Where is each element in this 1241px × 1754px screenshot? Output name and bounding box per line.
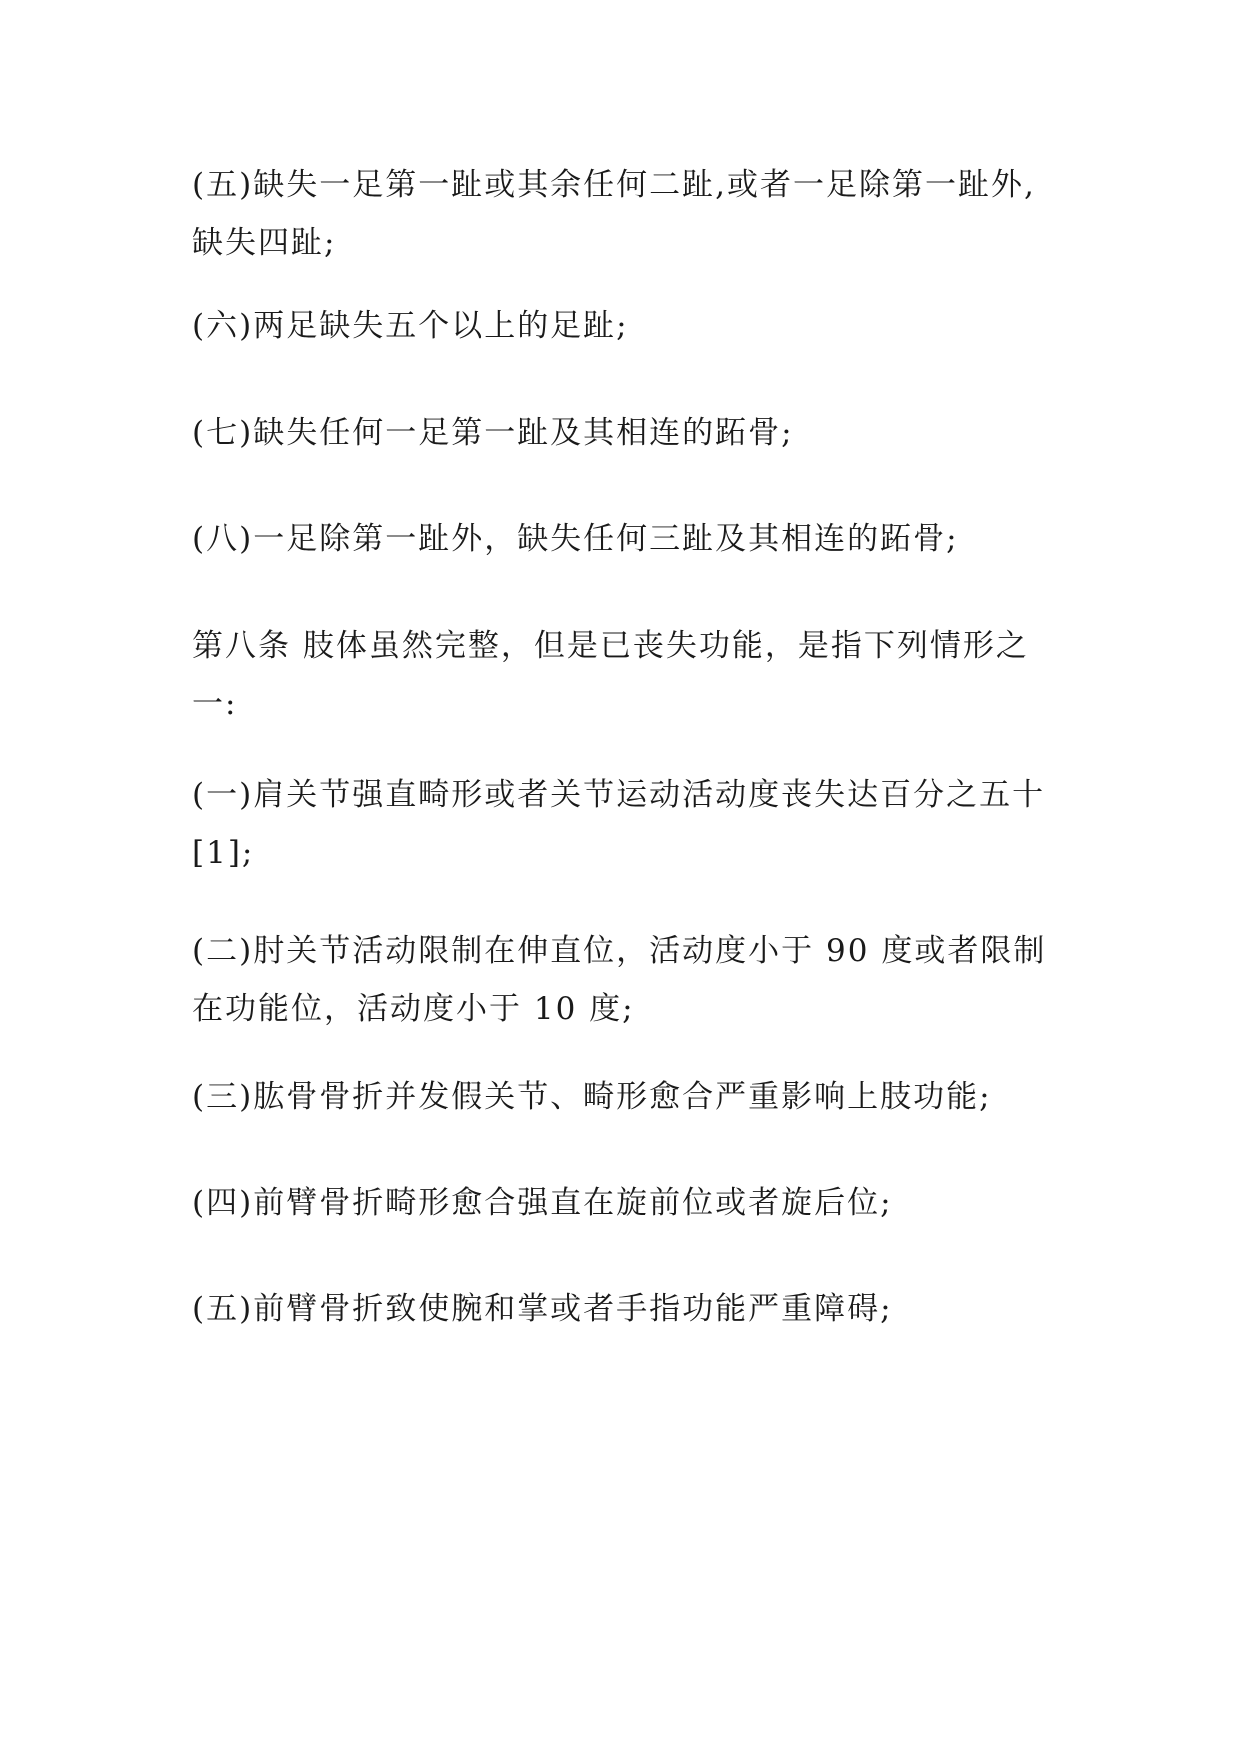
- text-line: (五)缺失一足第一趾或其余任何二趾,或者一足除第一趾外,: [192, 167, 1036, 203]
- text-line: 在功能位，活动度小于 10 度;: [192, 991, 635, 1027]
- text-line: (六)两足缺失五个以上的足趾;: [192, 308, 629, 344]
- paragraph-function-loss-4: [192, 1174, 1062, 1232]
- text-line: (四)前臂骨折畸形愈合强直在旋前位或者旋后位;: [192, 1185, 893, 1221]
- paragraph-toe-loss-8: [192, 510, 1062, 568]
- text-line: (三)肱骨骨折并发假关节、畸形愈合严重影响上肢功能;: [192, 1079, 992, 1115]
- paragraph-function-loss-3: [192, 1068, 1062, 1126]
- paragraph-function-loss-5: [192, 1280, 1062, 1338]
- text-line: (七)缺失任何一足第一趾及其相连的跖骨;: [192, 415, 794, 451]
- text-line: (八)一足除第一趾外，缺失任何三趾及其相连的跖骨;: [192, 521, 959, 557]
- text-line: [1];: [192, 835, 255, 871]
- text-line: 缺失四趾;: [192, 225, 337, 261]
- text-line: 第八条 肢体虽然完整，但是已丧失功能，是指下列情形之: [192, 628, 1029, 664]
- paragraph-toe-loss-6: [192, 297, 1062, 355]
- paragraph-function-loss-1: [192, 766, 1062, 882]
- text-line: (二)肘关节活动限制在伸直位，活动度小于 90 度或者限制: [192, 933, 1047, 969]
- article-8-heading: [192, 617, 1062, 733]
- text-line: (一)肩关节强直畸形或者关节运动活动度丧失达百分之五十: [192, 777, 1046, 813]
- paragraph-toe-loss-7: [192, 404, 1062, 462]
- paragraph-function-loss-2: [192, 922, 1062, 1038]
- paragraph-toe-loss-5: [192, 156, 1062, 272]
- text-line: 一:: [192, 686, 238, 722]
- text-line: (五)前臂骨折致使腕和掌或者手指功能严重障碍;: [192, 1291, 893, 1327]
